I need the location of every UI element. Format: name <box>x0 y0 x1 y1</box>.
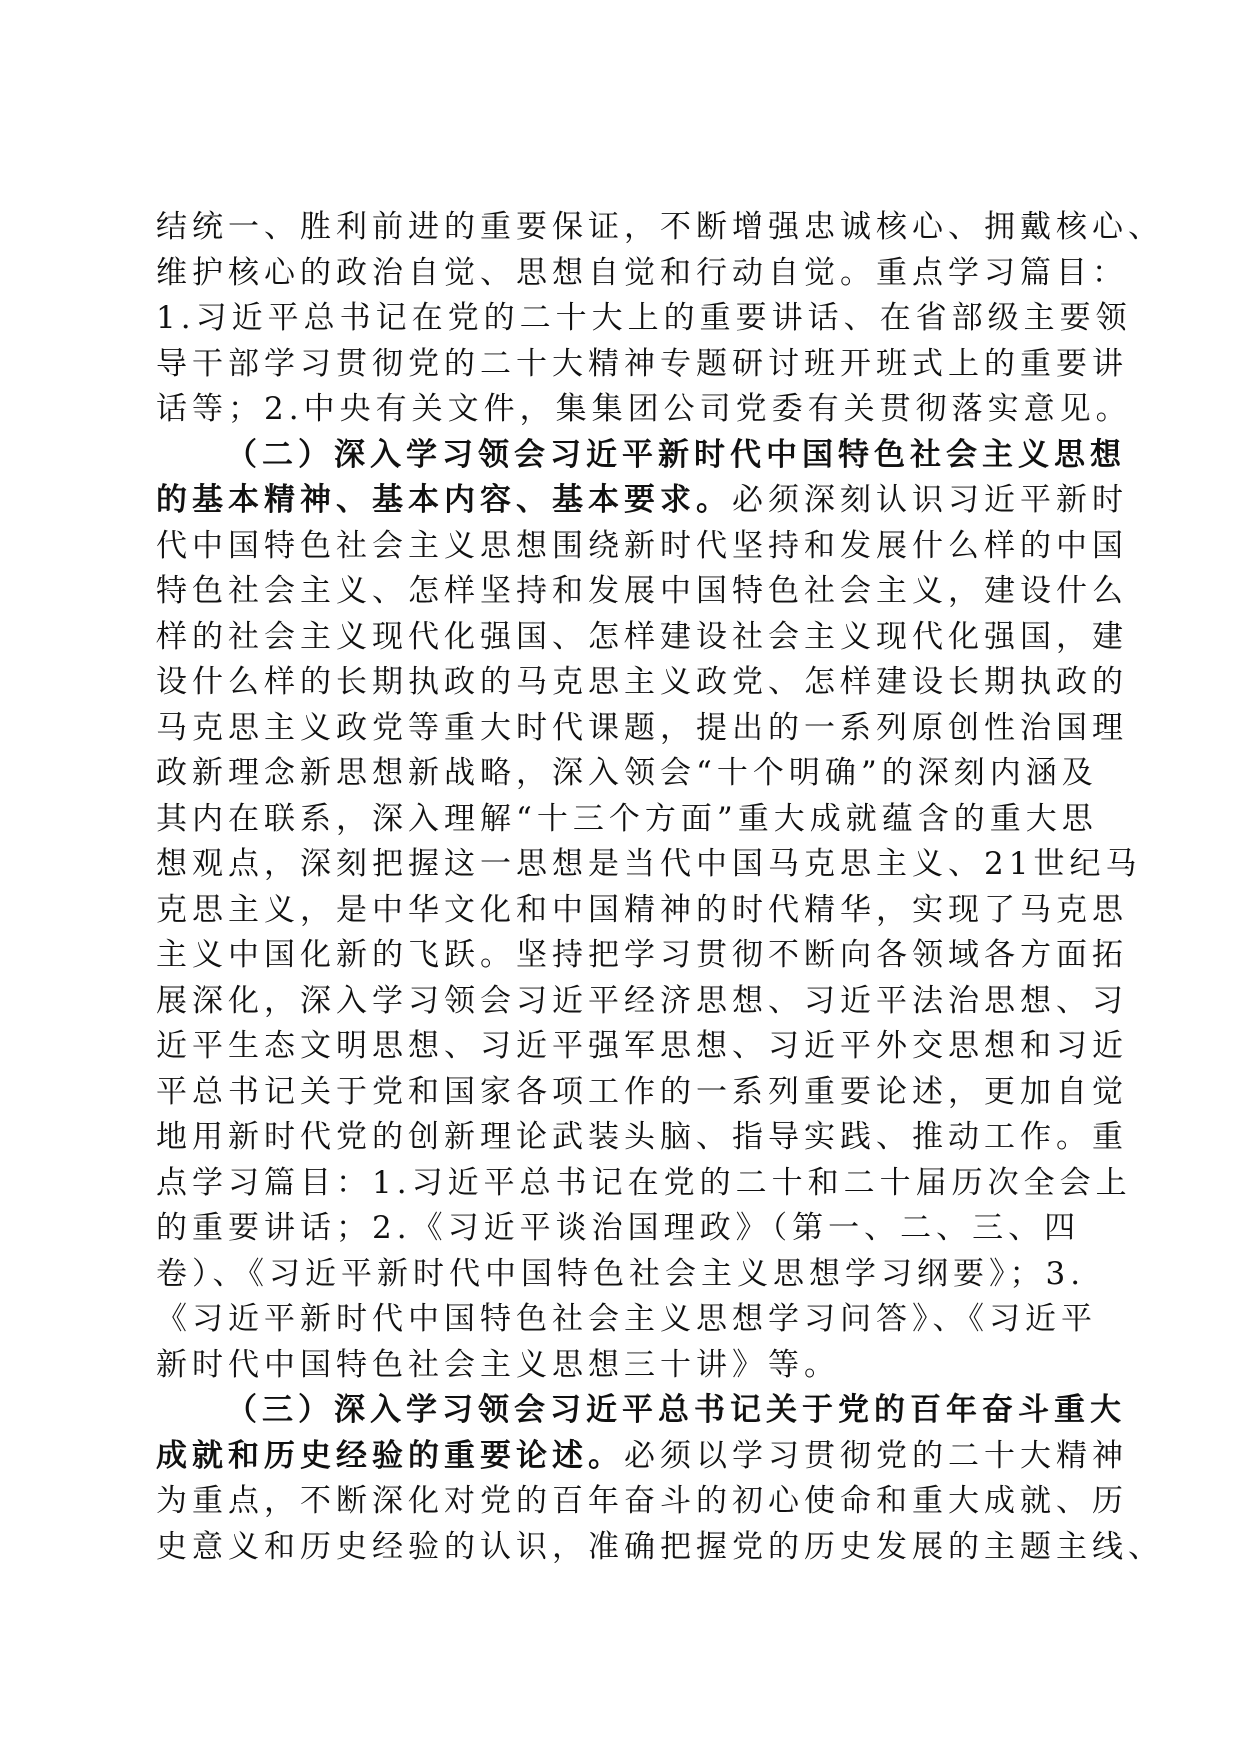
text-line <box>156 524 1128 570</box>
text-line <box>156 979 1128 1025</box>
text-line <box>156 205 1164 251</box>
text-line <box>156 569 1128 615</box>
body-text: 地用新时代党的创新理论武装头脑、指导实践、推动工作。重 <box>156 1119 1128 1155</box>
body-text: 设什么样的长期执政的马克思主义政党、怎样建设长期执政的 <box>156 664 1128 700</box>
text-line <box>156 1115 1128 1161</box>
text-line <box>156 1434 1128 1480</box>
text-line <box>156 933 1128 979</box>
text-line <box>156 1252 1094 1298</box>
body-text: 想观点，深刻把握这一思想是当代中国马克思主义、21世纪马 <box>156 846 1142 882</box>
body-text: 话等；2.中央有关文件，集集团公司党委有关贯彻落实意见。 <box>156 391 1132 427</box>
body-text: 结统一、胜利前进的重要保证，不断增强忠诚核心、拥戴核心、 <box>156 209 1164 245</box>
body-text: 卷）、《习近平新时代中国特色社会主义思想学习纲要》；3. <box>156 1255 1086 1292</box>
text-line <box>156 706 1128 752</box>
body-text: 维护核心的政治自觉、思想自觉和行动自觉。重点学习篇目： <box>156 254 1128 291</box>
text-line <box>156 1070 1128 1116</box>
body-text: 新时代中国特色社会主义思想三十讲》等。 <box>156 1346 840 1383</box>
text-line <box>156 342 1128 388</box>
text-line <box>156 615 1128 661</box>
body-text: 必须深刻认识习近平新时 <box>732 482 1128 518</box>
body-text: 特色社会主义、怎样坚持和发展中国特色社会主义，建设什么 <box>156 573 1128 609</box>
section-heading-line <box>156 433 1126 479</box>
body-text: 马克思主义政党等重大时代课题，提出的一系列原创性治国理 <box>156 709 1128 746</box>
body-text: 政新理念新思想新战略，深入领会“十个明确”的深刻内涵及 <box>156 755 1098 791</box>
text-line <box>156 387 1132 433</box>
body-text: 近平生态文明思想、习近平强军思想、习近平外交思想和习近 <box>156 1028 1128 1064</box>
section-heading: （三）深入学习领会习近平总书记关于党的百年奋斗重大 <box>226 1392 1126 1428</box>
text-line <box>156 1024 1128 1070</box>
body-text: 《习近平新时代中国特色社会主义思想学习问答》、《习近平 <box>156 1301 1097 1337</box>
text-line <box>156 1343 1094 1389</box>
body-text: 的重要讲话；2.《习近平谈治国理政》（第一、二、三、四 <box>156 1210 1081 1246</box>
text-line <box>156 1161 1132 1207</box>
text-line <box>156 1479 1128 1525</box>
text-line <box>156 842 1142 888</box>
text-line <box>156 660 1128 706</box>
body-text: 1.习近平总书记在党的二十大上的重要讲话、在省部级主要领 <box>156 300 1132 336</box>
body-text: 代中国特色社会主义思想围绕新时代坚持和发展什么样的中国 <box>156 527 1128 564</box>
text-line <box>156 797 1098 843</box>
body-text: 样的社会主义现代化强国、怎样建设社会主义现代化强国，建 <box>156 618 1128 655</box>
body-text: 必须以学习贯彻党的二十大精神 <box>624 1437 1128 1474</box>
text-line <box>156 1297 1097 1343</box>
body-text: 克思主义，是中华文化和中国精神的时代精华，实现了马克思 <box>156 891 1128 928</box>
text-line <box>156 751 1098 797</box>
section-heading: （二）深入学习领会习近平新时代中国特色社会主义思想 <box>226 436 1126 473</box>
document-body <box>156 205 1164 1570</box>
body-text: 展深化，深入学习领会习近平经济思想、习近平法治思想、习 <box>156 982 1128 1019</box>
text-line <box>156 888 1128 934</box>
body-text: 平总书记关于党和国家各项工作的一系列重要论述，更加自觉 <box>156 1073 1128 1110</box>
body-text: 导干部学习贯彻党的二十大精神专题研讨班开班式上的重要讲 <box>156 345 1128 382</box>
section-heading: 的基本精神、基本内容、基本要求。 <box>156 482 732 518</box>
text-line <box>156 1525 1164 1571</box>
text-line <box>156 1206 1094 1252</box>
text-line <box>156 251 1128 297</box>
body-text: 点学习篇目：1.习近平总书记在党的二十和二十届历次全会上 <box>156 1164 1132 1201</box>
section-heading: 成就和历史经验的重要论述。 <box>156 1437 624 1474</box>
body-text: 其内在联系，深入理解“十三个方面”重大成就蕴含的重大思 <box>156 800 1098 837</box>
section-heading-line <box>156 1388 1126 1434</box>
text-line <box>156 296 1132 342</box>
body-text: 主义中国化新的飞跃。坚持把学习贯彻不断向各领域各方面拓 <box>156 937 1128 973</box>
text-line <box>156 478 1128 524</box>
body-text: 史意义和历史经验的认识，准确把握党的历史发展的主题主线、 <box>156 1528 1164 1565</box>
body-text: 为重点，不断深化对党的百年奋斗的初心使命和重大成就、历 <box>156 1483 1128 1519</box>
